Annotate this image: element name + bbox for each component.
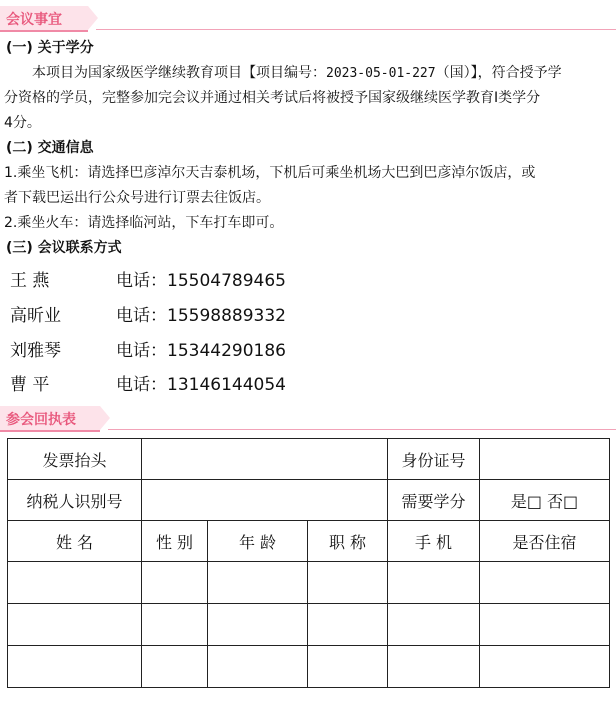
table-cell[interactable] [142, 646, 208, 688]
contact-name: 曹 平 [10, 375, 50, 395]
table-cell[interactable] [480, 604, 610, 646]
contact-phone: 电话：15598889332 [116, 306, 286, 326]
table-cell[interactable] [388, 604, 480, 646]
table-cell[interactable] [308, 604, 388, 646]
contact-name: 高昕业 [10, 306, 61, 326]
table-cell[interactable] [308, 646, 388, 688]
table-cell[interactable] [8, 604, 142, 646]
traffic-plane-line-1: 1.乘坐飞机：请选择巴彦淖尔天吉泰机场，下机后可乘坐机场大巴到巴彦淖尔饭店，或 [4, 165, 536, 181]
credit-line-1: 本项目为国家级医学继续教育项目【项目编号：2023-05-01-227（国）】，符合授予学 [32, 65, 562, 81]
column-header: 手 机 [388, 521, 480, 562]
contact-name: 刘雅琴 [10, 341, 61, 361]
contact-name: 王 燕 [10, 271, 50, 291]
table-cell[interactable] [142, 562, 208, 604]
id-number-label: 身份证号 [388, 439, 480, 480]
need-credit-label: 需要学分 [388, 480, 480, 521]
column-header: 性 别 [142, 521, 208, 562]
contact-phone: 电话：13146144054 [116, 375, 286, 395]
contacts-heading: (三) 会议联系方式 [6, 240, 122, 256]
table-row [8, 562, 610, 604]
credit-heading: (一) 关于学分 [6, 40, 94, 56]
table-cell[interactable] [388, 562, 480, 604]
column-header: 姓 名 [8, 521, 142, 562]
contact-phone: 电话：15344290186 [116, 341, 286, 361]
table-cell[interactable] [8, 562, 142, 604]
table-cell[interactable] [388, 646, 480, 688]
traffic-plane-line-2: 者下载巴运出行公众号进行订票去往饭店。 [4, 190, 270, 206]
column-header: 是否住宿 [480, 521, 610, 562]
table-cell[interactable] [308, 562, 388, 604]
table-cell[interactable] [142, 604, 208, 646]
section-header-reply [0, 406, 616, 430]
traffic-train: 2.乘坐火车：请选择临河站，下车打车即可。 [4, 215, 284, 231]
credit-line-2: 分资格的学员，完整参加完会议并通过相关考试后将被授予国家级继续医学教育I类学分 [4, 90, 541, 106]
table-cell[interactable] [208, 562, 308, 604]
table-cell[interactable] [8, 646, 142, 688]
invoice-title-label: 发票抬头 [8, 439, 142, 480]
table-cell[interactable] [208, 646, 308, 688]
taxpayer-id-label: 纳税人识别号 [8, 480, 142, 521]
traffic-heading: (二) 交通信息 [6, 140, 94, 156]
invoice-title-field[interactable] [142, 439, 388, 480]
table-row [8, 604, 610, 646]
column-header: 职 称 [308, 521, 388, 562]
taxpayer-id-field[interactable] [142, 480, 388, 521]
table-row [8, 646, 610, 688]
registration-form-table [7, 438, 610, 688]
table-cell[interactable] [480, 562, 610, 604]
table-cell[interactable] [480, 646, 610, 688]
need-credit-options[interactable]: 是□ 否□ [480, 480, 610, 521]
table-cell[interactable] [208, 604, 308, 646]
contact-phone: 电话：15504789465 [116, 271, 286, 291]
section-header-meeting [0, 6, 616, 30]
credit-line-3: 4分。 [4, 115, 41, 131]
section-title-reply: 参会回执表 [6, 412, 76, 428]
column-header: 年 龄 [208, 521, 308, 562]
section-title-meeting: 会议事宜 [6, 12, 62, 28]
id-number-field[interactable] [480, 439, 610, 480]
